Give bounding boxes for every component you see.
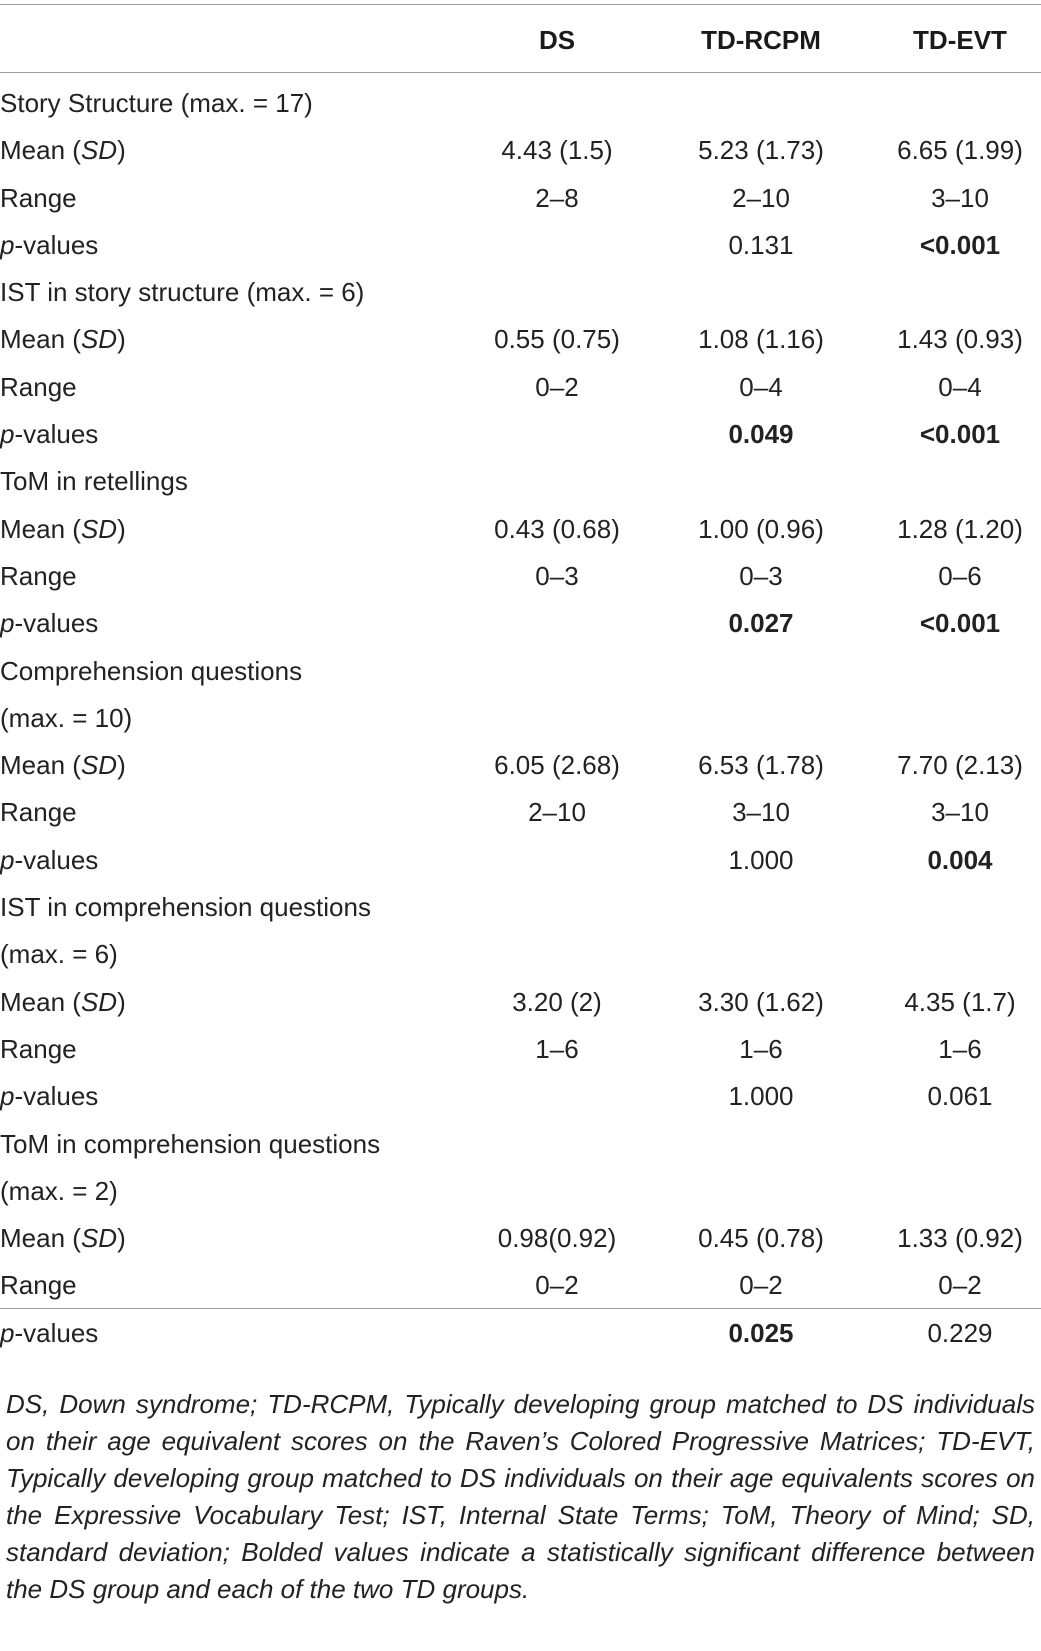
cell-td-evt: 0–6: [938, 560, 982, 591]
row-label: [0, 411, 457, 458]
cell-ds: 4.43 (1.5): [501, 135, 613, 166]
table-footnote: DS, Down syndrome; TD-RCPM, Typically developing group matched to DS individuals on their age equivalent scores on the Raven’s Colored Progressive Matrices; TD-EVT, Typically developing group matched to DS individuals on their age equivalents scores on the Expressive Vocabulary Test; IST, Internal State Terms; ToM, Theory of Mind; SD, standard deviation; Bolded values indicate a statistically significant difference between the DS group and each of the two TD groups.: [6, 1389, 1035, 1604]
cell-td-rcpm: 3.30 (1.62): [698, 986, 824, 1017]
cell-td-rcpm: 0.049: [728, 419, 794, 450]
sd-label: SD: [80, 513, 118, 544]
table-row: [0, 1310, 1041, 1357]
p-label-italic: p: [0, 844, 15, 875]
table-row: [0, 600, 1041, 647]
table-row: [0, 837, 1041, 884]
section-title: (max. = 6): [0, 939, 118, 970]
row-label: Mean (SD): [0, 324, 126, 355]
row-label: [0, 600, 457, 647]
table-row: [0, 411, 1041, 458]
row-label-text: Range: [0, 1270, 77, 1301]
section-title: Story Structure (max. = 17): [0, 88, 313, 118]
cell-td-rcpm: 0.027: [728, 608, 794, 639]
row-label: Mean (SD): [0, 986, 126, 1017]
cell-td-rcpm: 0.131: [728, 229, 794, 260]
row-label: [0, 1073, 457, 1120]
row-label-text: Mean: [0, 324, 66, 355]
row-label-text: Mean: [0, 513, 66, 544]
section-title-row: [0, 695, 1041, 742]
sd-label: SD: [80, 750, 118, 781]
section-title-row: [0, 80, 1041, 127]
row-label-text: Range: [0, 182, 77, 213]
cell-ds: 0.55 (0.75): [494, 324, 620, 355]
cell-td-rcpm: 1–6: [739, 1033, 783, 1064]
cell-td-evt: <0.001: [919, 419, 1001, 450]
row-label: [0, 1026, 457, 1073]
section-title-row: [0, 458, 1041, 505]
cell-td-rcpm: 0.025: [728, 1317, 794, 1348]
cell-ds: 6.05 (2.68): [494, 750, 620, 781]
row-label: [0, 789, 457, 836]
cell-ds: 0.43 (0.68): [494, 513, 620, 544]
section-title: Comprehension questions: [0, 655, 303, 686]
header-row: [0, 0, 1041, 80]
section-title: (max. = 10): [0, 702, 133, 733]
header-td-rcpm: TD-RCPM: [701, 25, 821, 55]
cell-td-rcpm: 0–2: [739, 1270, 783, 1301]
table-row: [0, 222, 1041, 269]
cell-td-evt: 1.43 (0.93): [897, 324, 1023, 355]
p-label-rest: -values: [14, 419, 99, 450]
cell-td-rcpm: 0.45 (0.78): [698, 1223, 824, 1254]
cell-td-evt: 1.28 (1.20): [897, 513, 1023, 544]
p-label-italic: p: [0, 419, 15, 450]
section-title-row: [0, 931, 1041, 978]
header-td-evt: TD-EVT: [913, 25, 1007, 55]
table-row: [0, 506, 1041, 553]
row-label: Mean (SD): [0, 513, 126, 544]
cell-td-rcpm: 0–3: [739, 560, 783, 591]
cell-td-evt: 4.35 (1.7): [904, 986, 1016, 1017]
table-row: [0, 742, 1041, 789]
cell-td-evt: 0–2: [938, 1270, 982, 1301]
cell-td-rcpm: 6.53 (1.78): [698, 750, 824, 781]
cell-td-evt: 0.004: [927, 844, 993, 875]
table-row: [0, 175, 1041, 222]
row-label-text: Mean: [0, 750, 66, 781]
section-title: IST in comprehension questions: [0, 892, 371, 923]
cell-td-rcpm: 1.000: [728, 1081, 794, 1112]
cell-ds: 2–8: [535, 182, 579, 213]
row-label: [0, 175, 457, 222]
p-label-italic: p: [0, 1317, 15, 1348]
p-label-italic: p: [0, 1081, 15, 1112]
row-label: [0, 1262, 457, 1309]
cell-td-evt: 0.061: [927, 1081, 993, 1112]
cell-ds: [457, 1073, 657, 1120]
row-label: Mean (SD): [0, 1223, 126, 1254]
row-label: [0, 364, 457, 411]
cell-ds: [457, 837, 657, 884]
section-title: IST in story structure (max. = 6): [0, 277, 365, 308]
row-label-text: Mean: [0, 986, 66, 1017]
row-label-text: Range: [0, 797, 77, 828]
row-label: [0, 837, 457, 884]
section-title-row: [0, 648, 1041, 695]
table-row: [0, 364, 1041, 411]
table-body: [0, 80, 1041, 1357]
table-row: [0, 316, 1041, 363]
cell-ds: [457, 1310, 657, 1357]
row-label-text: Range: [0, 1033, 77, 1064]
cell-td-rcpm: 1.000: [728, 844, 794, 875]
table-row: [0, 1026, 1041, 1073]
cell-td-evt: 3–10: [931, 797, 989, 828]
row-label-text: Range: [0, 560, 77, 591]
p-label-italic: p: [0, 229, 15, 260]
section-title-row: [0, 1121, 1041, 1168]
cell-td-evt: <0.001: [919, 229, 1001, 260]
row-label-text: Range: [0, 371, 77, 402]
cell-ds: 3.20 (2): [512, 986, 602, 1017]
cell-ds: 0–3: [535, 560, 579, 591]
cell-ds: 1–6: [535, 1033, 579, 1064]
row-label: [0, 1310, 457, 1357]
table-row: [0, 979, 1041, 1026]
sd-label: SD: [80, 135, 118, 166]
cell-td-evt: 0–4: [938, 371, 982, 402]
cell-ds: [457, 222, 657, 269]
table-row: [0, 1262, 1041, 1309]
cell-td-rcpm: 3–10: [732, 797, 790, 828]
cell-td-evt: 3–10: [931, 182, 989, 213]
section-title-row: [0, 884, 1041, 931]
cell-td-evt: 0.229: [927, 1317, 993, 1348]
row-label: [0, 222, 457, 269]
row-label: Mean (SD): [0, 750, 126, 781]
table-row: [0, 553, 1041, 600]
cell-td-evt: 6.65 (1.99): [897, 135, 1023, 166]
table-row: [0, 789, 1041, 836]
p-label-italic: p: [0, 608, 15, 639]
cell-td-rcpm: 1.00 (0.96): [698, 513, 824, 544]
cell-td-rcpm: 5.23 (1.73): [698, 135, 824, 166]
cell-td-rcpm: 0–4: [739, 371, 783, 402]
cell-ds: 2–10: [528, 797, 586, 828]
section-title: ToM in comprehension questions: [0, 1128, 381, 1159]
p-label-rest: -values: [14, 229, 99, 260]
cell-ds: 0–2: [535, 1270, 579, 1301]
cell-td-evt: 1.33 (0.92): [897, 1223, 1023, 1254]
p-label-rest: -values: [14, 1081, 99, 1112]
cell-ds: [457, 600, 657, 647]
table-row: [0, 127, 1041, 174]
cell-ds: [457, 411, 657, 458]
row-label: Mean (SD): [0, 135, 126, 166]
header-ds: DS: [538, 25, 576, 55]
cell-ds: 0–2: [535, 371, 579, 402]
row-label-text: Mean: [0, 1223, 66, 1254]
section-title-row: [0, 269, 1041, 316]
row-label-text: Mean: [0, 135, 66, 166]
table-row: [0, 1073, 1041, 1120]
p-label-rest: -values: [14, 608, 99, 639]
header-empty: [0, 0, 457, 80]
cell-td-rcpm: 2–10: [732, 182, 790, 213]
section-title: ToM in retellings: [0, 466, 188, 497]
p-label-rest: -values: [14, 844, 99, 875]
table-row: [0, 1215, 1041, 1262]
sd-label: SD: [80, 324, 118, 355]
row-label: [0, 553, 457, 600]
section-title: (max. = 2): [0, 1175, 118, 1206]
section-title-row: [0, 1168, 1041, 1215]
cell-td-evt: 7.70 (2.13): [897, 750, 1023, 781]
cell-ds: 0.98(0.92): [497, 1223, 617, 1254]
sd-label: SD: [80, 986, 118, 1017]
cell-td-evt: <0.001: [919, 608, 1001, 639]
cell-td-evt: 1–6: [938, 1033, 982, 1064]
p-label-rest: -values: [14, 1317, 99, 1348]
sd-label: SD: [80, 1223, 118, 1254]
cell-td-rcpm: 1.08 (1.16): [698, 324, 824, 355]
